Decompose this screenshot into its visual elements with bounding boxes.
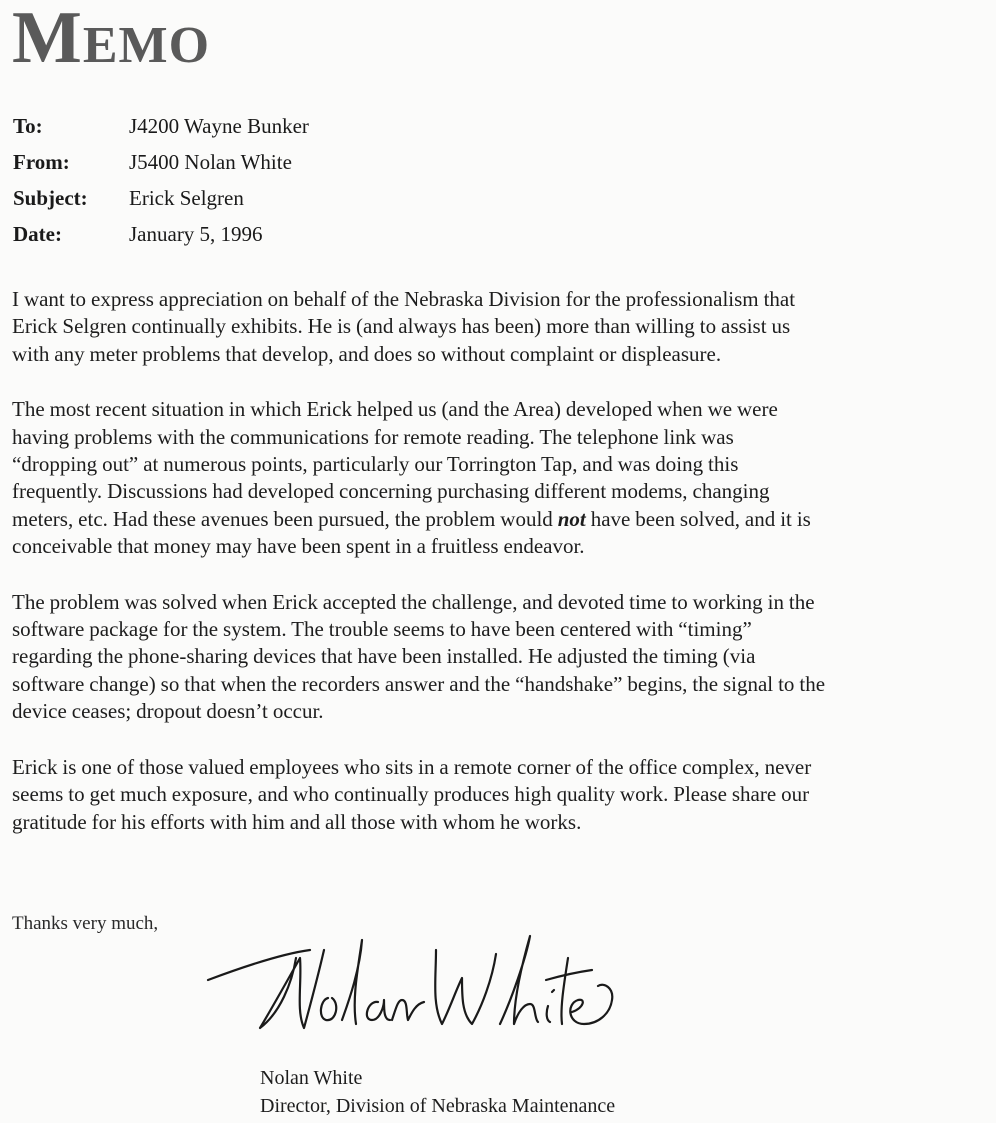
header-date-label: Date: [13,222,62,246]
paragraph-4 [12,754,992,836]
header-subject-value: Erick Selgren [129,186,244,210]
paragraph-line: seems to get much exposure, and who continually produces high quality work. Please share our [12,782,810,807]
paragraph-line: device ceases; dropout doesn’t occur. [12,699,324,724]
header-from-value: J5400 Nolan White [129,150,292,174]
paragraph-line: having problems with the communications for remote reading. The telephone link was [12,424,734,449]
paragraph-line: with any meter problems that develop, and does so without complaint or displeasure. [12,341,722,366]
header-subject-row [13,180,309,216]
line-start: meters, etc. Had these avenues been pursued, the problem would [12,506,558,531]
memo-body [12,286,992,864]
header-to-label: To: [13,114,43,138]
paragraph-line: conceivable that money may have been spent in a fruitless endeavor. [12,534,585,559]
paragraph-line: The problem was solved when Erick accepted the challenge, and devoted time to working in the [12,589,815,614]
paragraph-line: Erick is one of those valued employees who sits in a remote corner of the office complex, never [12,754,812,779]
header-from-row [13,144,309,180]
closing-line: Thanks very much, [12,913,159,934]
handwritten-signature [200,928,620,1058]
paragraph-line-emphasis [12,506,992,533]
paragraph-line: frequently. Discussions had developed concerning purchasing different modems, changing [12,479,770,504]
paragraph-line: regarding the phone-sharing devices that have been installed. He adjusted the timing (via [12,644,756,669]
paragraph-line: software package for the system. The trouble seems to have been centered with “timing” [12,617,752,642]
paragraph-line: The most recent situation in which Erick helped us (and the Area) developed when we were [12,397,778,422]
header-date-value: January 5, 1996 [129,222,263,246]
signature-block [260,1064,615,1120]
paragraph-line: “dropping out” at numerous points, particularly our Torrington Tap, and was doing this [12,452,739,477]
header-date-row [13,216,309,252]
header-from-label: From: [13,150,70,174]
header-to-value: J4200 Wayne Bunker [129,114,309,138]
header-to-row [13,108,309,144]
paragraph-line: software change) so that when the recorders answer and the “handshake” begins, the signal to the [12,671,826,696]
memo-title: Memo [12,0,211,79]
paragraph-line: Erick Selgren continually exhibits. He is (and always has been) more than willing to assist us [12,314,791,339]
signer-title: Director, Division of Nebraska Maintenance [260,1095,616,1117]
header-subject-label: Subject: [13,186,88,210]
paragraph-line: I want to express appreciation on behalf of the Nebraska Division for the professionalism that [12,287,796,311]
paragraph-3 [12,589,992,726]
line-end: have been solved, and it is [585,506,811,531]
memo-header [13,108,309,252]
signer-name: Nolan White [260,1067,363,1089]
paragraph-1 [12,286,992,368]
emphasis-word: not [557,506,586,531]
paragraph-2 [12,396,992,560]
paragraph-line: gratitude for his efforts with him and all those with whom he works. [12,809,582,834]
